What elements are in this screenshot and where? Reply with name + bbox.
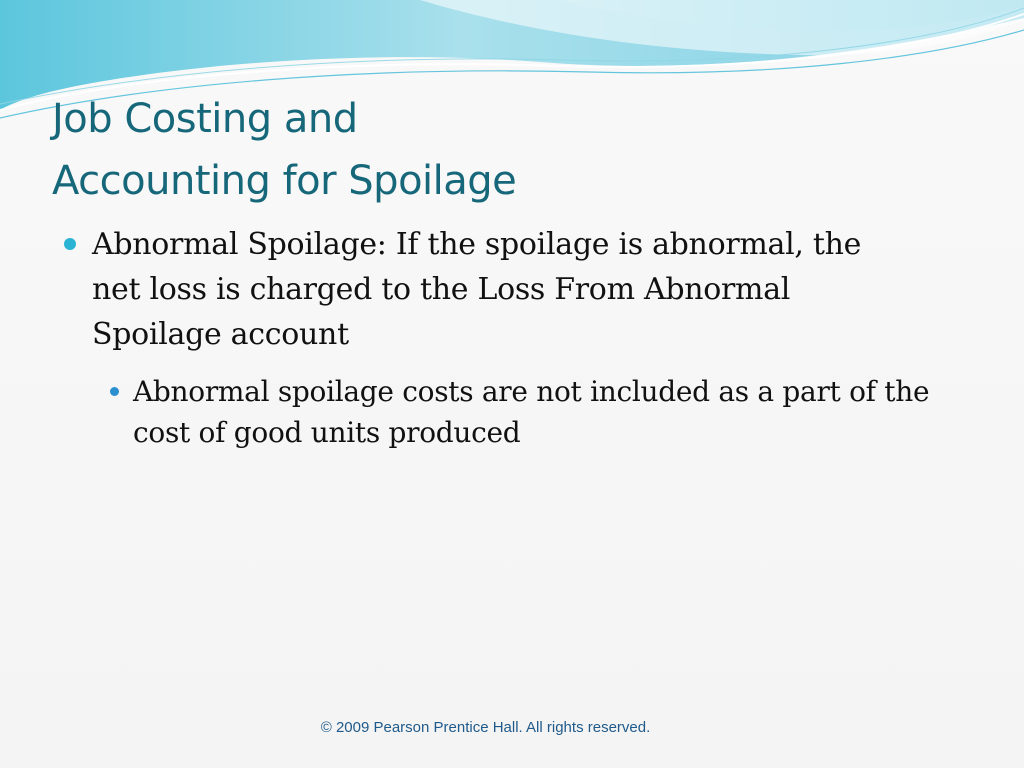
slide-body [62,222,972,453]
sub-bullet-text-line: cost of good units produced [133,416,521,449]
bullet-level-2 [102,371,972,453]
bullet-text-line: Spoilage account [92,317,349,352]
bullet-dot-icon [110,387,119,396]
bullet-text-line: net loss is charged to the Loss From Abnormal [92,272,791,307]
bullet-dot-icon [64,238,76,250]
bullet-level-1 [62,222,972,357]
copyright-footer: © 2009 Pearson Prentice Hall. All rights reserved. [320,719,651,736]
bullet-text-line: Abnormal Spoilage: If the spoilage is abnormal, the [92,227,862,262]
slide-title-line-2: Accounting for Spoilage [52,158,517,204]
sub-bullet-text-line: Abnormal spoilage costs are not included as a part of the [133,375,930,408]
slide-title-line-1: Job Costing and [52,96,358,142]
slide-title [52,88,952,212]
